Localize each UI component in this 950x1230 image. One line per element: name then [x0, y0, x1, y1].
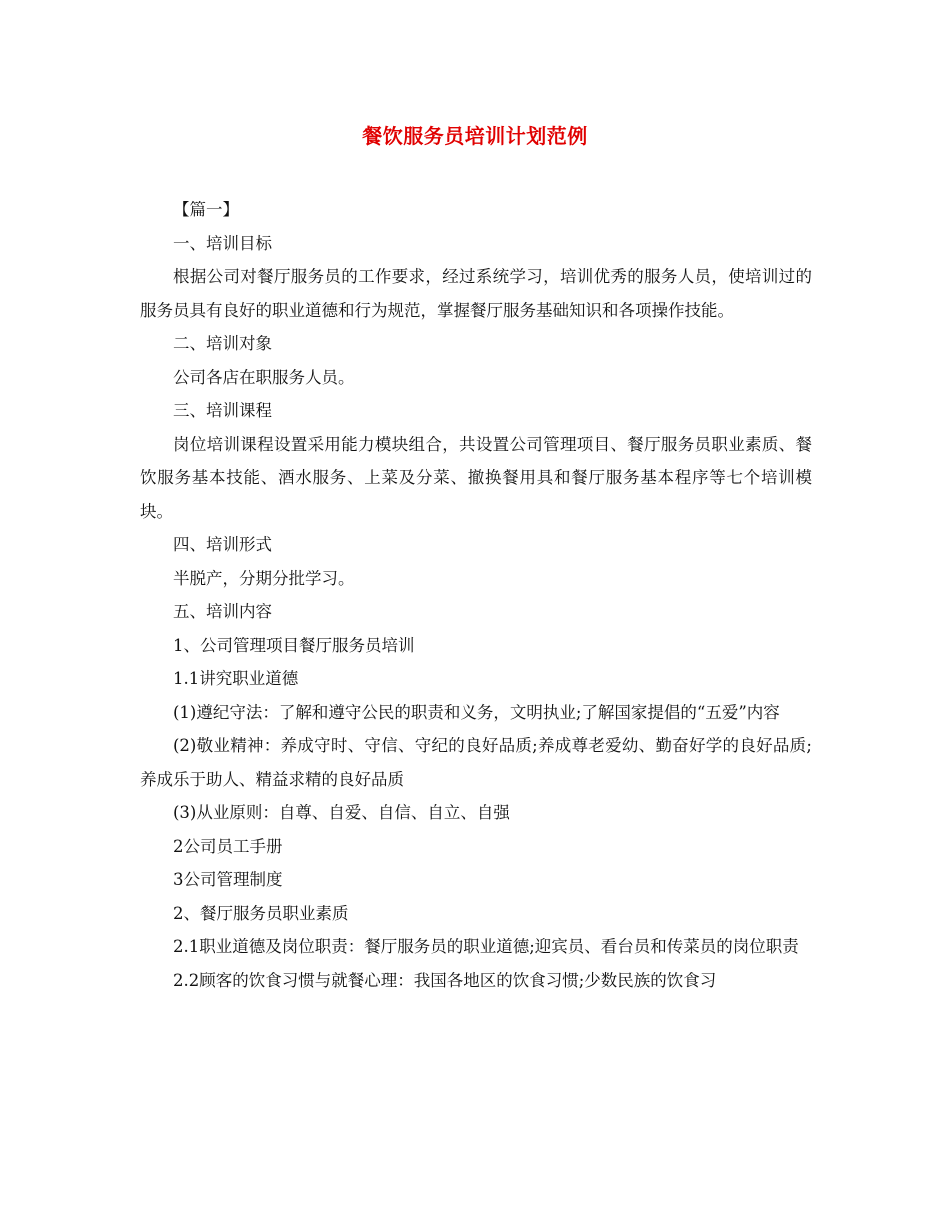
heading-training-goal: 一、培训目标: [173, 233, 272, 253]
heading-training-courses: 三、培训课程: [173, 401, 272, 420]
heading-training-content: 五、培训内容: [173, 602, 272, 621]
heading-training-target: 二、培训对象: [173, 334, 272, 353]
list-item-dining-habits: 2.2顾客的饮食习惯与就餐心理：我国各地区的饮食习惯;少数民族的饮食习: [173, 970, 717, 990]
subheading-management: 1、公司管理项目餐厅服务员培训: [173, 635, 415, 655]
subheading-professional-quality: 2、餐厅服务员职业素质: [173, 903, 349, 923]
paragraph-training-target: 公司各店在职服务人员。: [173, 367, 355, 387]
list-item-principles: (3)从业原则：自尊、自爱、自信、自立、自强: [173, 803, 510, 822]
document-title: 餐饮服务员培训计划范例: [362, 124, 588, 148]
paragraph-training-form: 半脱产，分期分批学习。: [173, 568, 355, 588]
section-label: 【篇一】: [173, 200, 239, 219]
document-body: [140, 193, 812, 997]
paragraph-training-courses: 岗位培训课程设置采用能力模块组合，共设置公司管理项目、餐厅服务员职业素质、餐饮服务基本技能、酒水服务、上菜及分菜、撤换餐用具和餐厅服务基本程序等七个培训模块。: [140, 434, 812, 521]
list-item-duties: 2.1职业道德及岗位职责：餐厅服务员的职业道德;迎宾员、看台员和传菜员的岗位职责: [173, 937, 799, 956]
paragraph-training-goal: 根据公司对餐厅服务员的工作要求，经过系统学习，培训优秀的服务人员，使培训过的服务员具有良好的职业道德和行为规范，掌握餐厅服务基础知识和各项操作技能。: [140, 267, 812, 320]
list-item-law: (1)遵纪守法：了解和遵守公民的职责和义务，文明执业;了解国家提倡的“五爱”内容: [173, 702, 780, 722]
heading-training-form: 四、培训形式: [173, 535, 272, 554]
list-item-dedication: (2)敬业精神：养成守时、守信、守纪的良好品质;养成尊老爱幼、勤奋好学的良好品质;养成乐于助人、精益求精的良好品质: [140, 736, 812, 789]
subheading-management-system: 3公司管理制度: [173, 870, 283, 889]
subheading-ethics: 1.1讲究职业道德: [173, 669, 299, 688]
subheading-handbook: 2公司员工手册: [173, 836, 283, 856]
